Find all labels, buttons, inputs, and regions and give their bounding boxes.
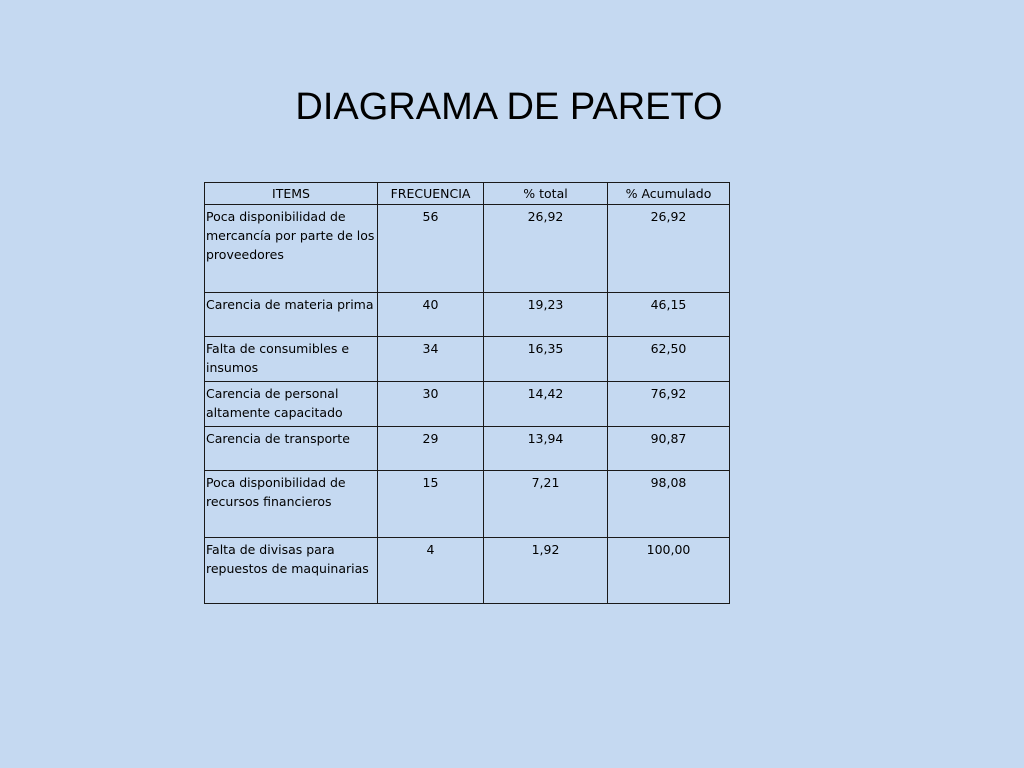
cell-percent-acumulado: 26,92: [608, 205, 730, 293]
table-row: [205, 382, 730, 427]
cell-item: Carencia de materia prima: [205, 293, 378, 337]
header-percent-total: % total: [484, 183, 608, 205]
cell-percent-acumulado: 62,50: [608, 337, 730, 382]
cell-percent-total: 16,35: [484, 337, 608, 382]
table-row: [205, 293, 730, 337]
table-row: [205, 337, 730, 382]
cell-percent-acumulado: 76,92: [608, 382, 730, 427]
cell-frecuencia: 40: [378, 293, 484, 337]
cell-percent-total: 13,94: [484, 427, 608, 471]
cell-percent-total: 19,23: [484, 293, 608, 337]
cell-item: Falta de divisas para repuestos de maquinarias: [205, 538, 378, 604]
pareto-table: [204, 182, 730, 604]
cell-percent-total: 7,21: [484, 471, 608, 538]
table-row: [205, 205, 730, 293]
header-frecuencia: FRECUENCIA: [378, 183, 484, 205]
table-header-row: [205, 183, 730, 205]
cell-percent-total: 1,92: [484, 538, 608, 604]
cell-percent-total: 26,92: [484, 205, 608, 293]
slide-title: DIAGRAMA DE PARETO: [295, 86, 723, 128]
cell-percent-total: 14,42: [484, 382, 608, 427]
cell-percent-acumulado: 46,15: [608, 293, 730, 337]
cell-item: Poca disponibilidad de mercancía por parte de los proveedores: [205, 205, 378, 293]
cell-item: Poca disponibilidad de recursos financieros: [205, 471, 378, 538]
cell-frecuencia: 56: [378, 205, 484, 293]
table-row: [205, 471, 730, 538]
table-row: [205, 538, 730, 604]
table-row: [205, 427, 730, 471]
cell-percent-acumulado: 90,87: [608, 427, 730, 471]
cell-percent-acumulado: 98,08: [608, 471, 730, 538]
cell-item: Carencia de transporte: [205, 427, 378, 471]
header-items: ITEMS: [205, 183, 378, 205]
cell-percent-acumulado: 100,00: [608, 538, 730, 604]
cell-frecuencia: 15: [378, 471, 484, 538]
cell-frecuencia: 30: [378, 382, 484, 427]
cell-frecuencia: 29: [378, 427, 484, 471]
cell-frecuencia: 4: [378, 538, 484, 604]
cell-item: Carencia de personal altamente capacitado: [205, 382, 378, 427]
header-percent-acumulado: % Acumulado: [608, 183, 730, 205]
cell-item: Falta de consumibles e insumos: [205, 337, 378, 382]
cell-frecuencia: 34: [378, 337, 484, 382]
